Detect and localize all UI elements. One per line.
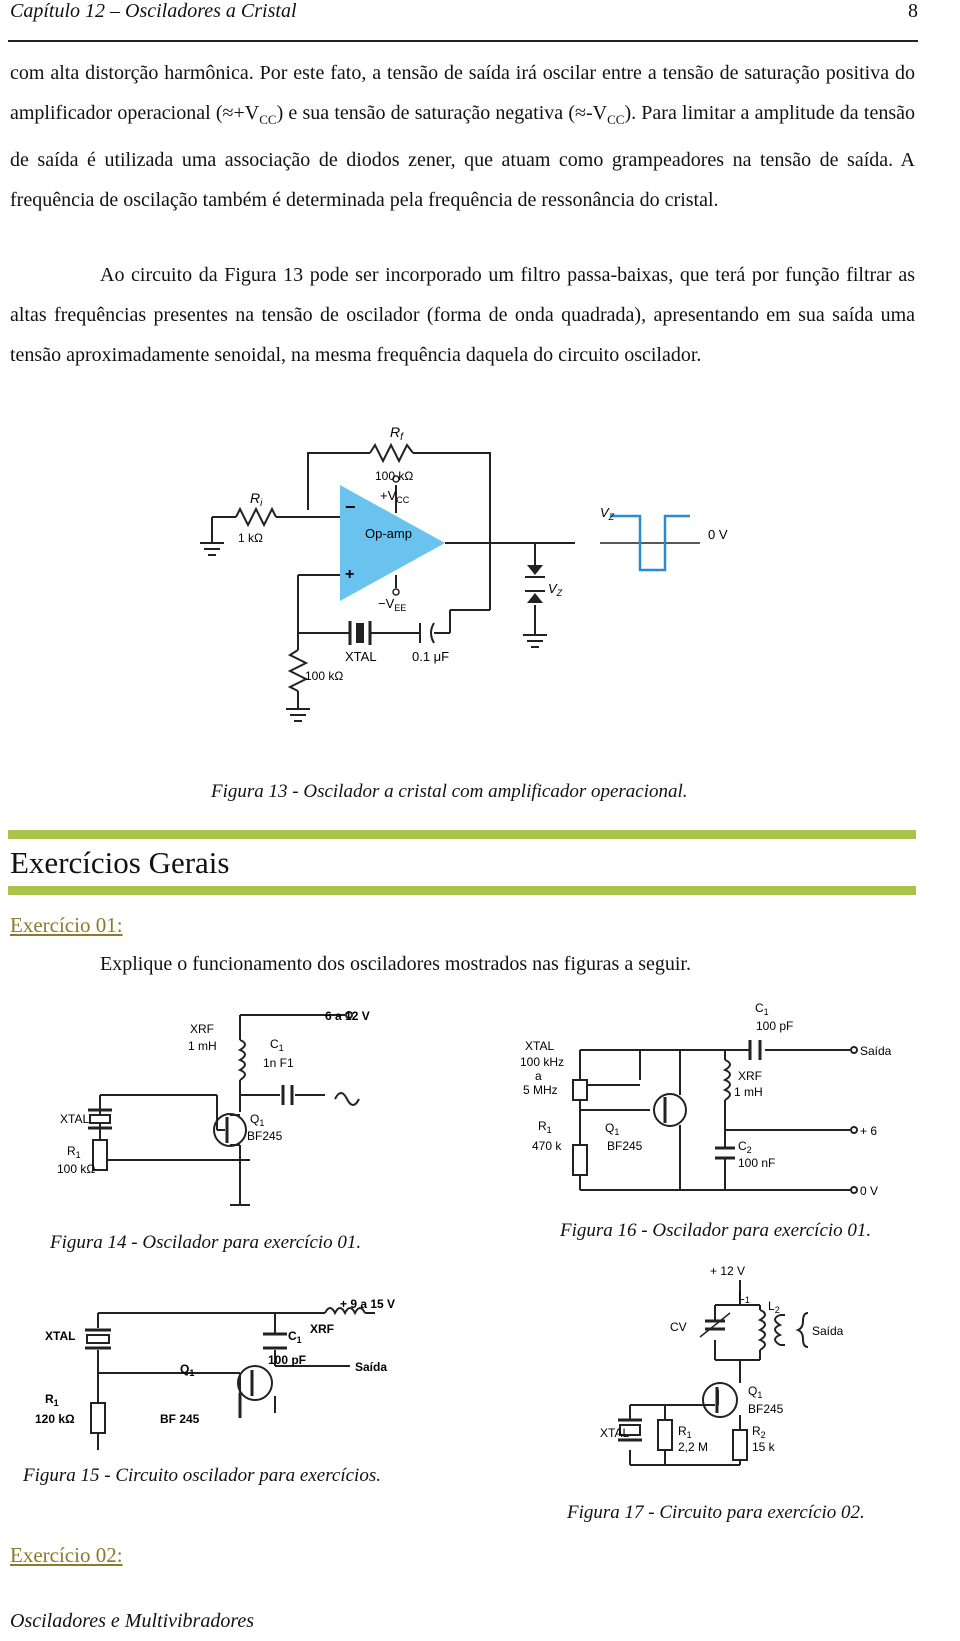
paragraph-2-text: Ao circuito da Figura 13 pode ser incorporado um filtro passa-baixas, que terá por função filtrar as altas frequências presentes na tensão de oscilador (forma de onda quadrada), apresentando em sua saída uma tensão aproximadamente senoidal, na mesma frequência daquela do circuito oscilador. [10,264,915,366]
c2-value-16: 100 nF [738,1156,776,1170]
paragraph-1-part-b: ) e sua tensão de saturação negativa (≈-V [276,102,608,124]
c1-label-15: $C_1$ [288,1329,302,1345]
xtal-label-15: XTAL [45,1329,76,1343]
q1-label-16: $Q_1$ [605,1121,620,1137]
xrf-label-15: XRF [310,1322,334,1336]
supply-label-15: + 9 a 15 V [340,1298,396,1311]
r1-resistor-16 [573,1145,587,1175]
out-label-17: Saída [812,1324,844,1338]
r1-label-17: $R_1$ [678,1424,692,1440]
c2-label-16: $C_2$ [738,1139,752,1155]
xrf-inductor-16 [725,1060,730,1100]
supply-label-14: 6 a 12 V [325,1009,370,1023]
vee-label: $-V_{EE}$ [378,596,407,613]
c1-label-16: $C_1$ [755,1001,769,1017]
r1-label-16: $R_1$ [538,1119,552,1135]
chapter-title: Capítulo 12 – Osciladores a Cristal [10,0,297,22]
figure-15-caption: Figura 15 - Circuito oscilador para exercícios. [23,1465,381,1486]
xrf-value-14: 1 mH [188,1039,217,1053]
sine-icon [335,1093,359,1105]
figure-16-caption: Figura 16 - Oscilador para exercício 01. [560,1220,872,1241]
page-number: 8 [908,0,918,22]
vz-label-wave: $V_Z$ [600,505,615,522]
q1-label-14: $Q_1$ [250,1112,265,1128]
paragraph-2 [10,255,915,375]
r1-resistor-15 [91,1403,105,1433]
cap-value: 0.1 μF [412,649,450,664]
q1-label-17: $Q_1$ [748,1384,763,1400]
q1-type-14: BF245 [247,1129,283,1143]
r2-label-17: $R_2$ [752,1424,766,1440]
figure-14-diagram [55,995,395,1220]
vcc-label: $+V_{CC}$ [380,488,410,505]
brace [798,1313,808,1347]
footer-text: Osciladores e Multivibradores [10,1610,255,1632]
figure-17-diagram [600,1265,930,1475]
xrf-inductor [240,1040,245,1080]
figure-13-diagram [200,425,770,755]
c1-value-16: 100 pF [756,1019,794,1033]
r2-resistor-17 [733,1430,747,1460]
xtal-label-17: XTAL [600,1426,630,1440]
rf-value: 100 kΩ [375,469,414,483]
exercise-1-text: Explique o funcionamento dos osciladores mostrados nas figuras a seguir. [100,953,691,975]
xtal-range-b: a [535,1069,542,1083]
r1-label-14: $R_1$ [67,1144,81,1160]
ri-resistor [236,509,276,525]
xtal-label: XTAL [345,649,377,664]
supply-label-17: + 12 V [710,1265,746,1278]
xtal-range-a: 100 kHz [520,1055,565,1069]
l1-label: $L_1$ [738,1289,750,1305]
l2-label: $L_2$ [768,1299,780,1315]
jfet-15 [238,1366,272,1400]
cv-label: CV [670,1320,687,1334]
jfet-17 [703,1383,737,1417]
bottom-resistor [290,650,306,691]
section-bar-bottom [8,886,916,895]
minus-sign: − [345,497,356,517]
capacitor-symbol [420,623,434,643]
figure-14-caption: Figura 14 - Oscilador para exercício 01. [50,1232,362,1253]
xtal-label-16: XTAL [525,1039,555,1053]
r2-value-17: 15 k [752,1440,775,1454]
l2-inductor [775,1315,780,1345]
xtal-symbol-16 [573,1080,587,1100]
c1-label-14: $C_1$ [270,1037,284,1053]
c1-value-14: 1n F1 [263,1056,294,1070]
paragraph-1-part-a: com alta distorção harmônica. Por este fato, a tensão de saída irá oscilar entre a tensão de saturação positiva do amplificador operacional (≈+V [10,62,915,124]
header-rule [8,40,918,42]
xrf-label-14: XRF [190,1022,214,1036]
r1-label-15: $R_1$ [45,1392,59,1408]
section-bar-top [8,830,916,839]
q1-label-15: $Q_1$ [180,1362,195,1378]
zener-diodes [525,565,545,603]
ri-value: 1 kΩ [238,531,263,545]
paragraph-1-part-c: ). Para limitar a amplitude da tensão de saída é utilizada uma associação de diodos zener, que atuam como grampeadores na tensão de saída. A frequência de oscilação também é determinada pela frequência de ressonância do cristal. [10,102,915,211]
r-value: 100 kΩ [305,669,344,683]
figure-17-caption: Figura 17 - Circuito para exercício 02. [567,1502,865,1523]
supply-label-16: + 6 [860,1124,878,1138]
out-label-15: Saída [355,1360,388,1374]
ri-label: $R_i$ [250,490,263,509]
q1-type-17: BF245 [748,1402,784,1416]
xtal-label-14: XTAL [60,1112,90,1126]
q1-type-15: BF 245 [160,1412,200,1426]
r1-value-16: 470 k [532,1139,562,1153]
square-wave-output [600,516,700,570]
exercise-2-label: Exercício 02: [10,1543,123,1567]
xrf-label-16: XRF [738,1069,762,1083]
xtal-symbol-15 [85,1330,111,1348]
plus-sign: + [345,566,355,583]
xtal-symbol [350,621,370,645]
figure-13-caption: Figura 13 - Oscilador a cristal com amplificador operacional. [211,781,688,802]
figure-16-diagram [520,1000,920,1210]
section-title: Exercícios Gerais [10,845,230,880]
xtal-range-c: 5 MHz [523,1083,558,1097]
jfet-16 [654,1094,686,1126]
r1-resistor-17 [658,1420,672,1450]
vz-label-diode: $V_Z$ [548,581,563,598]
vcc-subscript-neg: CC [607,112,625,127]
rf-resistor [370,445,413,461]
out-label-16: Saída [860,1044,892,1058]
c1-value-15: 100 pF [268,1353,307,1367]
q1-type-16: BF245 [607,1139,643,1153]
vcc-subscript: CC [259,112,277,127]
r1-value-15: 120 kΩ [35,1412,75,1426]
opamp-label: Op-amp [365,526,412,541]
paragraph-1 [10,53,915,220]
xrf-value-16: 1 mH [734,1085,763,1099]
rf-label: $R_f$ [390,425,403,443]
exercise-1-label: Exercício 01: [10,913,123,937]
r1-value-17: 2,2 M [678,1440,709,1454]
zero-volt-label: 0 V [708,527,728,542]
figure-15-diagram [30,1298,420,1458]
zero-label-16: 0 V [860,1184,879,1198]
r1-value-14: 100 kΩ [57,1162,96,1176]
l1-inductor [760,1310,765,1350]
